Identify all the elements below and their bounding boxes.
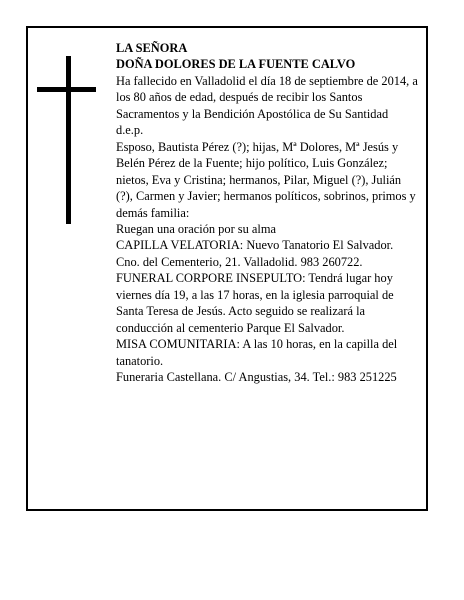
- chapel-info: CAPILLA VELATORIA: Nuevo Tanatorio El Salvador. Cno. del Cementerio, 21. Valladolid. 983 260722.: [116, 238, 394, 269]
- prayer-request: Ruegan una oración por su alma: [116, 221, 276, 236]
- notice-body: [116, 40, 420, 386]
- cross-horizontal-bar: [37, 87, 96, 92]
- family-list: Esposo, Bautista Pérez (?); hijas, Mª Dolores, Mª Jesús y Belén Pérez de la Fuente; hijo político, Luis González; nietos, Eva y Cristina; hermanos, Pilar, Miguel (?), Julián (?), Carmen y Javier; hermanos políticos, sobrinos, primos y demás familia:: [116, 139, 416, 220]
- funeral-home-info: Funeraria Castellana. C/ Angustias, 34. Tel.: 983 251225: [116, 370, 397, 385]
- funeral-info: FUNERAL CORPORE INSEPULTO: Tendrá lugar hoy viernes día 19, a las 17 horas, en la iglesia parroquial de Santa Teresa de Jesús. Acto seguido se realizará la conducción al cementerio Parque El Salvador.: [116, 271, 394, 335]
- mass-info: MISA COMUNITARIA: A las 10 horas, en la capilla del tanatorio.: [116, 337, 398, 368]
- rip-abbreviation: d.e.p.: [116, 123, 144, 138]
- cross-vertical-bar: [66, 56, 71, 224]
- death-announcement: Ha fallecido en Valladolid el día 18 de septiembre de 2014, a los 80 años de edad, después de recibir los Santos Sacramentos y la Bendición Apostólica de Su Santidad: [116, 73, 418, 121]
- obituary-notice: [26, 26, 428, 511]
- honorific-heading: LA SEÑORA: [116, 41, 188, 55]
- deceased-name: DOÑA DOLORES DE LA FUENTE CALVO: [116, 57, 356, 72]
